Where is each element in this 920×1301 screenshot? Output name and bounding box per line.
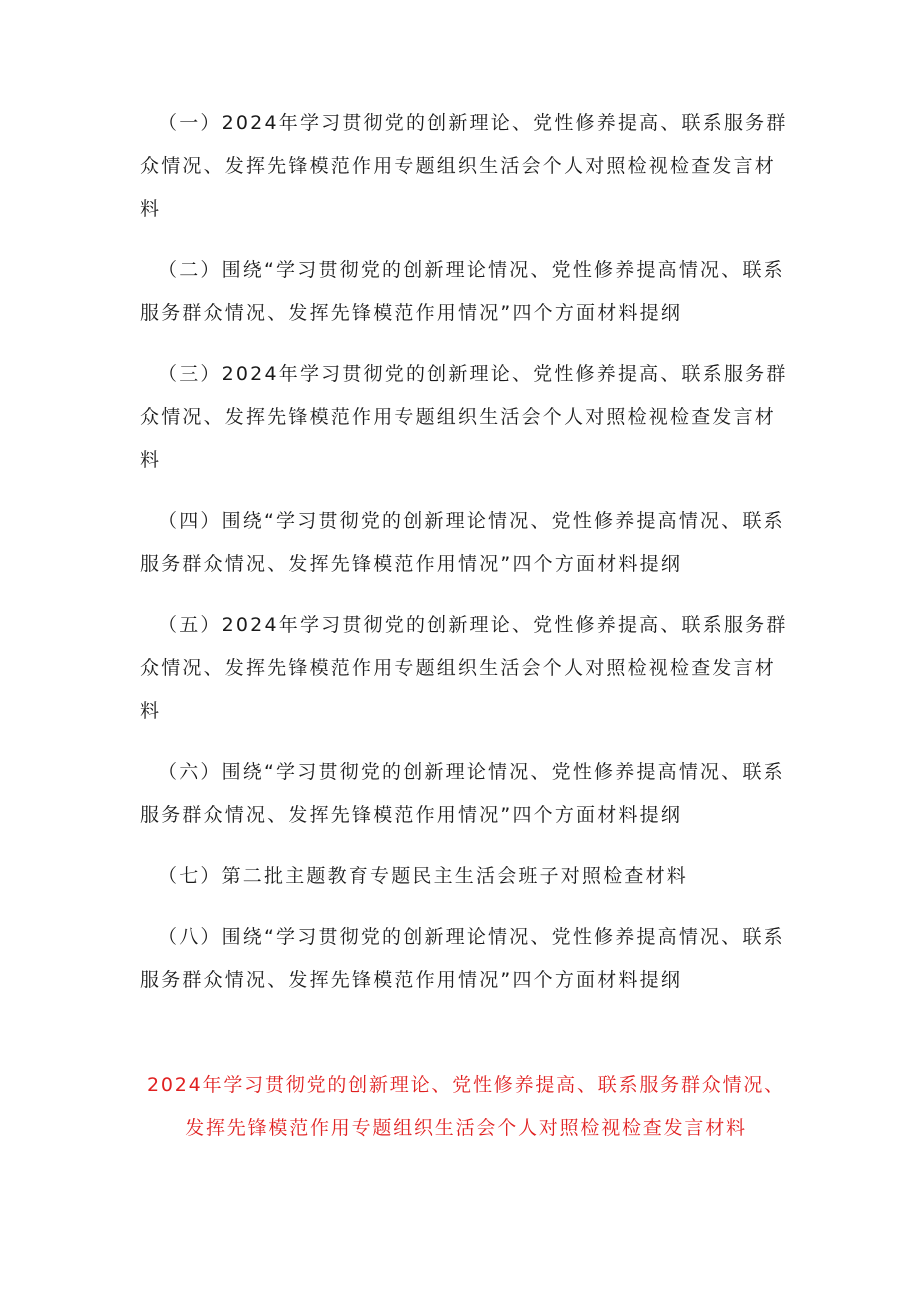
toc-item-4: （四）围绕“学习贯彻党的创新理论情况、党性修养提高情况、联系服务群众情况、发挥先锋模范作用情况”四个方面材料提纲	[140, 510, 785, 575]
toc-item-2: （二）围绕“学习贯彻党的创新理论情况、党性修养提高情况、联系服务群众情况、发挥先锋模范作用情况”四个方面材料提纲	[140, 259, 785, 324]
toc-item-7: （七）第二批主题教育专题民主生活会班子对照检查材料	[158, 865, 689, 887]
table-of-contents	[140, 102, 792, 1020]
toc-item-1: （一）2024年学习贯彻党的创新理论、党性修养提高、联系服务群众情况、发挥先锋模范作用专题组织生活会个人对照检视检查发言材料	[140, 112, 788, 220]
toc-item-5: （五）2024年学习贯彻党的创新理论、党性修养提高、联系服务群众情况、发挥先锋模范作用专题组织生活会个人对照检视检查发言材料	[140, 614, 788, 722]
document-title: 2024年学习贯彻党的创新理论、党性修养提高、联系服务群众情况、发挥先锋模范作用专题组织生活会个人对照检视检查发言材料	[147, 1074, 785, 1139]
toc-item-8: （八）围绕“学习贯彻党的创新理论情况、党性修养提高情况、联系服务群众情况、发挥先锋模范作用情况”四个方面材料提纲	[140, 926, 785, 991]
toc-item-6: （六）围绕“学习贯彻党的创新理论情况、党性修养提高情况、联系服务群众情况、发挥先锋模范作用情况”四个方面材料提纲	[140, 761, 785, 826]
toc-item-3: （三）2024年学习贯彻党的创新理论、党性修养提高、联系服务群众情况、发挥先锋模范作用专题组织生活会个人对照检视检查发言材料	[140, 363, 788, 471]
